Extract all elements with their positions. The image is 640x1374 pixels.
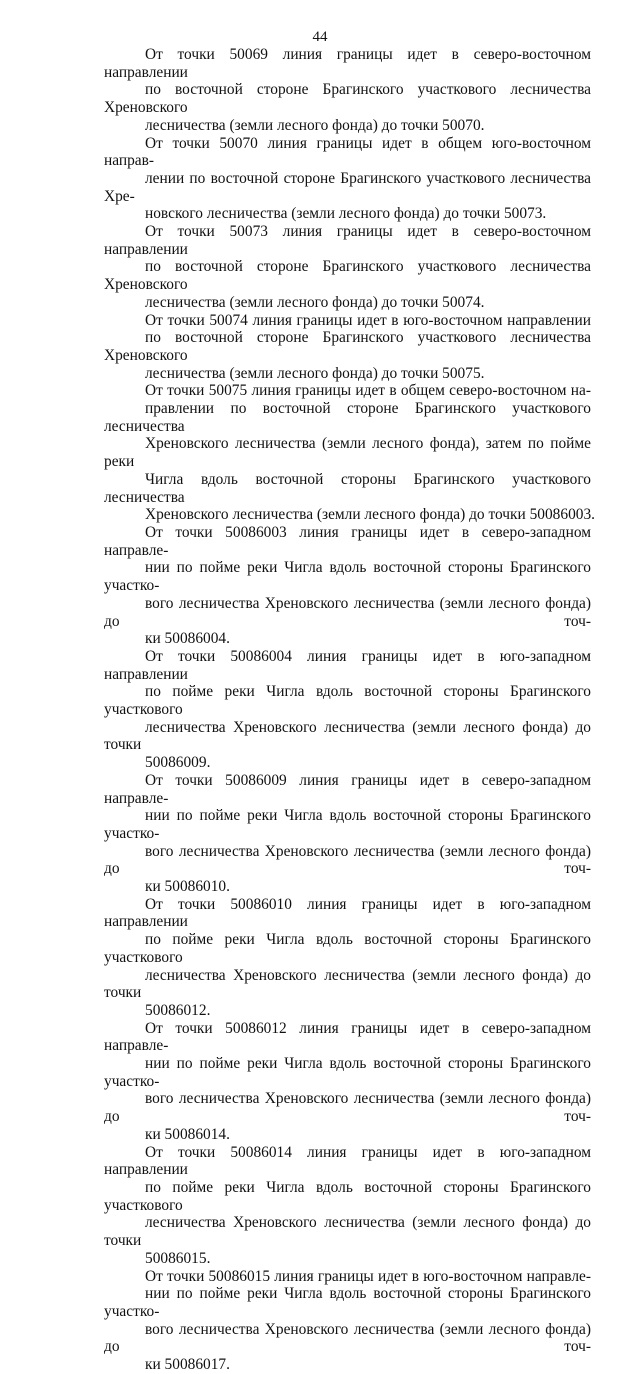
paragraph-line: по пойме реки Чигла вдоль восточной стороны Брагинского участкового (104, 683, 591, 719)
paragraph-line: по пойме реки Чигла вдоль восточной стороны Брагинского участкового (104, 931, 591, 966)
paragraph-line: От точки 50086012 линия границы идет в северо-западном направле- (104, 1019, 591, 1055)
paragraph-line: новского лесничества (земли лесного фонда) до точки 50073. (145, 205, 547, 223)
paragraph-line: вого лесничества Хреновского лесничества (земли лесного фонда) до точ- (104, 1320, 591, 1356)
paragraph (104, 46, 591, 135)
paragraph (104, 1144, 591, 1268)
paragraph (104, 648, 591, 772)
paragraph-line: От точки 50086009 линия границы идет в северо-западном направле- (104, 771, 591, 807)
paragraph (104, 524, 591, 648)
paragraph-line: вого лесничества Хреновского лесничества (земли лесного фонда) до точ- (104, 594, 591, 630)
paragraph-line: Хреновского лесничества (земли лесного фонда) до точки 50086003. (145, 506, 596, 524)
paragraph-line: по восточной стороне Брагинского участкового лесничества Хреновского (104, 258, 591, 294)
paragraph-line: по восточной стороне Брагинского участкового лесничества Хреновского (104, 329, 591, 364)
paragraph (104, 135, 591, 224)
paragraph-line: От точки 50086014 линия границы идет в юго-западном направлении (104, 1143, 591, 1179)
paragraph-line: правлении по восточной стороне Брагинского участкового лесничества (104, 400, 591, 435)
paragraph-line: От точки 50086004 линия границы идет в юго-западном направлении (104, 647, 591, 683)
paragraph-line: нии по пойме реки Чигла вдоль восточной стороны Брагинского участко- (104, 1055, 591, 1090)
paragraph-line: 50086009. (145, 754, 211, 772)
paragraph-line: по пойме реки Чигла вдоль восточной стороны Брагинского участкового (104, 1179, 591, 1214)
paragraph-line: Чигла вдоль восточной стороны Брагинского участкового лесничества (104, 470, 591, 506)
paragraph-line: нии по пойме реки Чигла вдоль восточной стороны Брагинского участко- (104, 1285, 591, 1320)
paragraph-line: лесничества Хреновского лесничества (земли лесного фонда) до точки (104, 966, 591, 1002)
paragraph-line: Хреновского лесничества (земли лесного фонда), затем по пойме реки (104, 435, 591, 471)
paragraph-line: нии по пойме реки Чигла вдоль восточной стороны Брагинского участко- (104, 807, 591, 842)
page-number: 44 (312, 29, 328, 45)
paragraph-line: ки 50086004. (145, 630, 230, 648)
paragraph (104, 382, 596, 524)
paragraph-line: лесничества Хреновского лесничества (земли лесного фонда) до точки (104, 1214, 591, 1250)
paragraph-line: ки 50086014. (145, 1125, 230, 1143)
paragraph-line: 50086012. (145, 1001, 211, 1019)
paragraph-line: От точки 50073 линия границы идет в северо-восточном направлении (104, 223, 591, 258)
paragraph-line: ки 50086010. (145, 878, 230, 896)
paragraph (104, 896, 591, 1020)
paragraph (104, 312, 591, 383)
paragraph-line: 50086015. (145, 1249, 211, 1267)
paragraph-line: От точки 50086015 линия границы идет в юго-восточном направле- (145, 1267, 591, 1285)
paragraph-line: вого лесничества Хреновского лесничества (земли лесного фонда) до точ- (104, 842, 591, 878)
paragraph (104, 223, 591, 312)
document-body (104, 46, 596, 1374)
paragraph-line: лесничества (земли лесного фонда) до точки 50075. (145, 364, 485, 382)
paragraph (104, 1020, 591, 1144)
paragraph-line: От точки 50074 линия границы идет в юго-восточном направлении (145, 311, 591, 329)
paragraph-line: вого лесничества Хреновского лесничества (земли лесного фонда) до точ- (104, 1090, 591, 1126)
paragraph-line: От точки 50075 линия границы идет в общем северо-восточном на- (145, 382, 591, 400)
paragraph-line: по восточной стороне Брагинского участкового лесничества Хреновского (104, 81, 591, 117)
paragraph-line: От точки 50069 линия границы идет в северо-восточном направлении (104, 46, 591, 81)
paragraph-line: ки 50086017. (145, 1356, 230, 1374)
paragraph-line: лесничества (земли лесного фонда) до точки 50074. (145, 293, 485, 311)
paragraph-line: нии по пойме реки Чигла вдоль восточной стороны Брагинского участко- (104, 559, 591, 595)
paragraph-line: лесничества (земли лесного фонда) до точки 50070. (145, 116, 485, 134)
paragraph-line: лении по восточной стороне Брагинского участкового лесничества Хре- (104, 169, 591, 205)
paragraph-line: От точки 50086010 линия границы идет в юго-западном направлении (104, 895, 591, 931)
paragraph (104, 772, 591, 896)
paragraph-line: лесничества Хреновского лесничества (земли лесного фонда) до точки (104, 718, 591, 754)
paragraph-line: От точки 50086003 линия границы идет в северо-западном направле- (104, 523, 591, 559)
paragraph-line: От точки 50070 линия границы идет в общем юго-восточном направ- (104, 134, 591, 170)
paragraph (104, 1268, 591, 1374)
